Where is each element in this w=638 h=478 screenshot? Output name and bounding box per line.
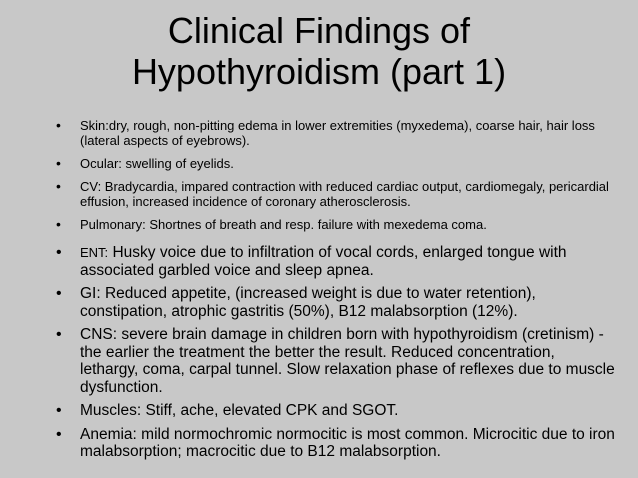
bullet-text: Pulmonary: Shortnes of breath and resp. failure with mexedema coma. (80, 217, 487, 232)
bullet-item-skin (56, 118, 616, 148)
slide-title (0, 10, 638, 92)
slide-title-line-2: Hypothyroidism (part 1) (131, 51, 507, 92)
bullet-item-ocular (56, 156, 616, 171)
bullet-dot: • (56, 326, 62, 343)
bullet-dot: • (56, 155, 61, 171)
bullet-dot: • (56, 244, 62, 261)
bullet-text: CNS: severe brain damage in children born with hypothyroidism (cretinism) - the earlier the treatment the better the result. Reduced concentration, lethargy, coma, carpal tunnel. Slow relaxation phase of reflexes due to muscle dysfunction. (80, 326, 615, 396)
bullet-dot: • (56, 117, 61, 133)
bullet-heading: ENT: (80, 245, 109, 260)
bullet-item-ent (56, 244, 616, 279)
bullet-text: Husky voice due to infiltration of vocal cords, enlarged tongue with associated garbled voice and sleep apnea. (80, 244, 567, 279)
bullet-text: Ocular: swelling of eyelids. (80, 156, 234, 171)
bullet-item-cns (56, 326, 616, 396)
bullet-item-gi (56, 285, 616, 320)
bullet-text: CV: Bradycardia, impared contraction with reduced cardiac output, cardiomegaly, pericardial effusion, increased incidence of coronary atherosclerosis. (80, 179, 609, 209)
bullet-dot: • (56, 285, 62, 302)
slide-title-line-1: Clinical Findings of (167, 10, 471, 51)
bullet-dot: • (56, 425, 62, 443)
bullet-text: Anemia: mild normochromic normocitic is most common. Microcitic due to iron malabsorption; macrocitic due to B12 malabsorption. (80, 425, 615, 460)
bullet-text: Muscles: Stiff, ache, elevated CPK and SGOT. (80, 402, 399, 419)
bullet-item-pulmonary (56, 217, 616, 232)
bullet-item-anemia (56, 426, 616, 461)
bullet-text: Skin:dry, rough, non-pitting edema in lower extremities (myxedema), coarse hair, hair loss (lateral aspects of eyebrows). (80, 118, 595, 148)
bullet-item-muscles (56, 402, 616, 420)
bullet-dot: • (56, 402, 62, 419)
bullet-list (56, 118, 616, 467)
bullet-dot: • (56, 216, 61, 232)
bullet-text: GI: Reduced appetite, (increased weight is due to water retention), constipation, atrophic gastritis (50%), B12 malabsorption (12%). (80, 285, 536, 320)
bullet-dot: • (56, 178, 61, 194)
bullet-item-cv (56, 179, 616, 209)
